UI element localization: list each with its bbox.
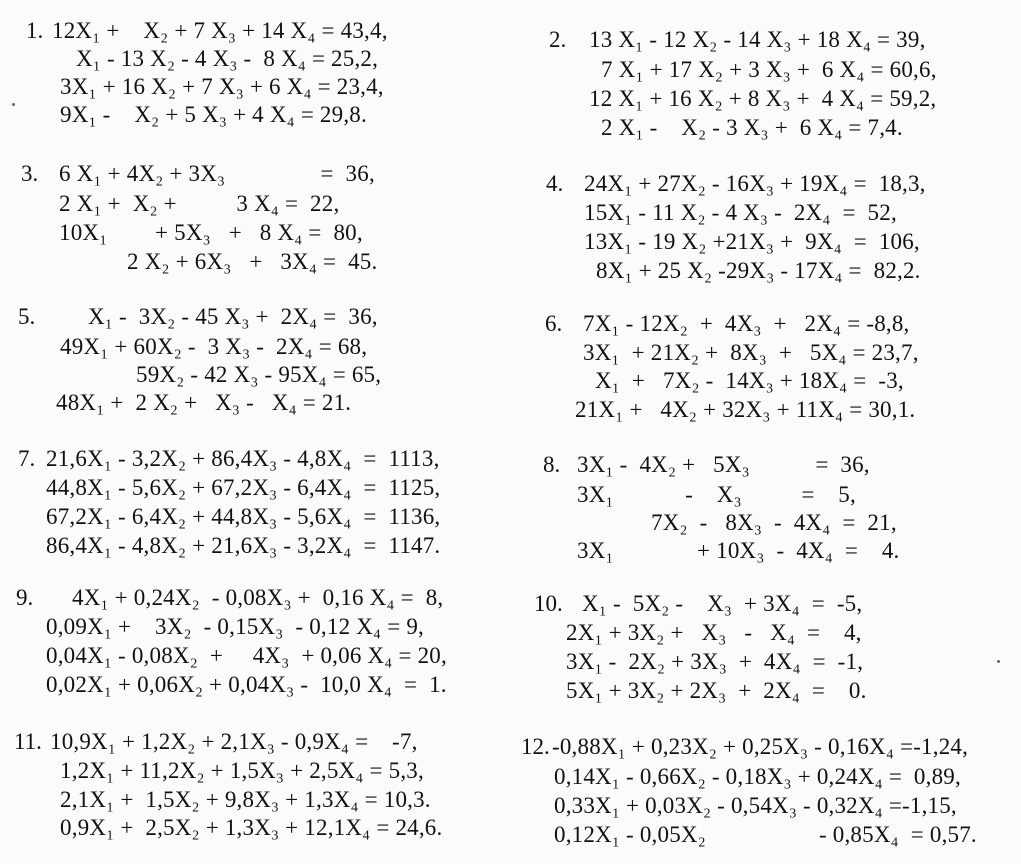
equation: 6 X₁ + 4X₂ + 3X₃ = 36, — [59, 161, 375, 186]
equation: 0,33X₁ + 0,03X₂ - 0,54X₃ - 0,32X₄ =-1,15, — [554, 793, 957, 818]
equation: 0,9X₁ + 2,5X₂ + 1,3X₃ + 12,1X₄ = 24,6. — [60, 815, 443, 840]
problem-number: 9. — [16, 585, 34, 610]
equation: 10X₁ + 5X₃ + 8 X₄ = 80, — [59, 220, 363, 245]
problem-number: 6. — [545, 311, 563, 336]
equation: 13X₁ - 19 X₂ +21X₃ + 9X₄ = 106, — [584, 229, 920, 254]
equation: 3X₁ + 10X₃ - 4X₄ = 4. — [577, 538, 900, 563]
equation: 12X₁ + X₂ + 7 X₃ + 14 X₄ = 43,4, — [52, 18, 388, 43]
equation: X₁ - 3X₂ - 45 X₃ + 2X₄ = 36, — [88, 304, 378, 329]
problem-number: 5. — [18, 304, 36, 329]
equation: 86,4X₁ - 4,8X₂ + 21,6X₃ - 3,2X₄ = 1147. — [46, 533, 441, 558]
problem-number: 10. — [534, 591, 563, 616]
equation: 3X₁ - X₃ = 5, — [577, 482, 856, 507]
equation: 2 X₂ + 6X₃ + 3X₄ = 45. — [127, 249, 378, 274]
equation: 4X₁ + 0,24X₂ - 0,08X₃ + 0,16 X₄ = 8, — [72, 585, 444, 610]
equation: 0,09X₁ + 3X₂ - 0,15X₃ - 0,12 X₄ = 9, — [46, 614, 424, 639]
equation: X₁ + 7X₂ - 14X₃ + 18X₄ = -3, — [595, 368, 904, 393]
equation: 0,02X₁ + 0,06X₂ + 0,04X₃ - 10,0 X₄ = 1. — [46, 672, 447, 697]
problem-number: 7. — [18, 446, 36, 471]
equation: 3X₁ - 2X₂ + 3X₃ + 4X₄ = -1, — [566, 649, 864, 674]
equation: 21,6X₁ - 3,2X₂ + 86,4X₃ - 4,8X₄ = 1113, — [46, 446, 440, 471]
scan-speck — [12, 103, 15, 106]
equation: 2,1X₁ + 1,5X₂ + 9,8X₃ + 1,3X₄ = 10,3. — [60, 787, 431, 812]
equation: 24X₁ + 27X₂ - 16X₃ + 19X₄ = 18,3, — [584, 171, 926, 196]
problem-number: 8. — [543, 452, 561, 477]
equation: 12 X₁ + 16 X₂ + 8 X₃ + 4 X₄ = 59,2, — [589, 86, 937, 111]
equation: 1,2X₁ + 11,2X₂ + 1,5X₃ + 2,5X₄ = 5,3, — [60, 758, 424, 783]
equation: 9X₁ - X₂ + 5 X₃ + 4 X₄ = 29,8. — [60, 102, 367, 127]
problem-number: 1. — [26, 18, 44, 43]
equation: 0,04X₁ - 0,08X₂ + 4X₃ + 0,06 X₄ = 20, — [46, 643, 447, 668]
equation: 7X₂ - 8X₃ - 4X₄ = 21, — [651, 510, 897, 535]
equation: 8X₁ + 25 X₂ -29X₃ - 17X₄ = 82,2. — [596, 258, 921, 283]
problem-number: 12. — [521, 734, 550, 759]
equation: 21X₁ + 4X₂ + 32X₃ + 11X₄ = 30,1. — [575, 397, 916, 422]
equation: X₁ - 5X₂ - X₃ + 3X₄ = -5, — [582, 591, 863, 616]
equation: 67,2X₁ - 6,4X₂ + 44,8X₃ - 5,6X₄ = 1136, — [46, 504, 441, 529]
equation: 13 X₁ - 12 X₂ - 14 X₃ + 18 X₄ = 39, — [589, 27, 926, 52]
equation: 3X₁ - 4X₂ + 5X₃ = 36, — [577, 452, 870, 477]
problem-number: 2. — [549, 27, 567, 52]
problem-number: 3. — [21, 161, 39, 186]
equation: -0,88X₁ + 0,23X₂ + 0,25X₃ - 0,16X₄ =-1,24, — [552, 734, 969, 759]
equation: 0,12X₁ - 0,05X₂ - 0,85X₄ = 0,57. — [554, 822, 977, 847]
equation: 15X₁ - 11 X₂ - 4 X₃ - 2X₄ = 52, — [584, 200, 897, 225]
problem-number: 4. — [546, 171, 564, 196]
equation: 7X₁ - 12X₂ + 4X₃ + 2X₄ = -8,8, — [583, 311, 910, 336]
equation: X₁ - 13 X₂ - 4 X₃ - 8 X₄ = 25,2, — [76, 46, 379, 71]
scan-speck — [997, 660, 1000, 663]
equation: 3X₁ + 21X₂ + 8X₃ + 5X₄ = 23,7, — [583, 340, 919, 365]
equation: 5X₁ + 3X₂ + 2X₃ + 2X₄ = 0. — [566, 678, 867, 703]
equation: 48X₁ + 2 X₂ + X₃ - X₄ = 21. — [56, 390, 352, 415]
equation: 49X₁ + 60X₂ - 3 X₃ - 2X₄ = 68, — [60, 334, 368, 359]
equation: 44,8X₁ - 5,6X₂ + 67,2X₃ - 6,4X₄ = 1125, — [46, 475, 441, 500]
equation: 3X₁ + 16 X₂ + 7 X₃ + 6 X₄ = 23,4, — [60, 74, 384, 99]
equation: 2 X₁ - X₂ - 3 X₃ + 6 X₄ = 7,4. — [601, 115, 903, 140]
equation: 59X₂ - 42 X₃ - 95X₄ = 65, — [136, 362, 382, 387]
equation: 10,9X₁ + 1,2X₂ + 2,1X₃ - 0,9X₄ = -7, — [50, 729, 418, 754]
equation: 0,14X₁ - 0,66X₂ - 0,18X₃ + 0,24X₄ = 0,89, — [554, 764, 961, 789]
problem-number: 11. — [14, 729, 42, 754]
equation: 2X₁ + 3X₂ + X₃ - X₄ = 4, — [566, 620, 862, 645]
equation: 7 X₁ + 17 X₂ + 3 X₃ + 6 X₄ = 60,6, — [601, 57, 937, 82]
equation: 2 X₁ + X₂ + 3 X₄ = 22, — [59, 191, 340, 216]
